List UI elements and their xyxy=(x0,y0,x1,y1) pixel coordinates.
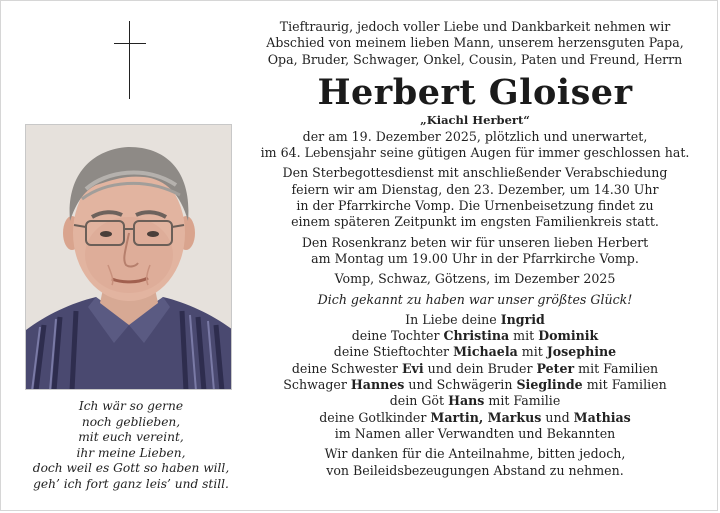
family-line: deine Stieftochter Michaela mit Josephine xyxy=(333,344,617,360)
place-date: Vomp, Schwaz, Götzens, im Dezember 2025 xyxy=(334,271,616,287)
family-list xyxy=(257,312,693,442)
motto: Dich gekannt zu haben war unser größtes Glück! xyxy=(317,291,633,307)
family-line: deine Tochter Christina mit Dominik xyxy=(351,328,599,344)
cross-icon xyxy=(114,21,146,99)
family-line: dein Göt Hans mit Familie xyxy=(389,393,561,409)
poem-line: Ich wär so gerne xyxy=(78,399,184,413)
family-line: In Liebe deine Ingrid xyxy=(405,311,545,327)
service-line: Den Sterbegottesdienst mit anschließender Verabschiedung xyxy=(282,165,668,181)
poem-line: doch weil es Gott so haben will, xyxy=(32,461,230,476)
service-line: in der Pfarrkirche Vomp. Die Urnenbeisetzung findet zu xyxy=(296,198,654,214)
portrait-photo xyxy=(25,124,232,390)
poem-line: geh’ ich fort ganz leis’ und still. xyxy=(33,476,229,491)
thanks-line: Wir danken für die Anteilnahme, bitten jedoch, xyxy=(324,446,626,462)
poem-line: ihr meine Lieben, xyxy=(76,445,186,460)
family-line: deine Gotlkinder Martin, Markus und Mathias xyxy=(319,409,631,425)
rosary-line: Den Rosenkranz beten wir für unseren lieben Herbert xyxy=(301,234,649,250)
poem-line: noch geblieben, xyxy=(81,414,181,429)
service-line: feiern wir am Dienstag, den 23. Dezember, um 14.30 Uhr xyxy=(291,181,659,197)
rosary-line: am Montag um 19.00 Uhr in der Pfarrkirche Vomp. xyxy=(311,250,639,266)
thanks-line: von Beileidsbezeugungen Abstand zu nehmen. xyxy=(326,462,624,478)
death-notice-line: im 64. Lebensjahr seine gütigen Augen für immer geschlossen hat. xyxy=(260,145,690,161)
intro-line: Opa, Bruder, Schwager, Onkel, Cousin, Paten und Freund, Herrn xyxy=(267,51,683,67)
deceased-name: Herbert Gloiser xyxy=(317,71,633,113)
family-line: Schwager Hannes und Schwägerin Sieglinde mit Familien xyxy=(283,377,667,393)
intro-line: Tieftraurig, jedoch voller Liebe und Dankbarkeit nehmen wir xyxy=(279,19,671,34)
obituary-text xyxy=(257,19,693,479)
family-line: im Namen aller Verwandten und Bekannten xyxy=(334,425,616,441)
nickname: „Kiachl Herbert“ xyxy=(420,112,530,127)
poem-line: mit euch vereint, xyxy=(78,430,184,445)
intro-line: Abschied von meinem lieben Mann, unserem herzensguten Papa, xyxy=(266,35,684,51)
service-line: einem späteren Zeitpunkt im engsten Familienkreis statt. xyxy=(291,214,659,230)
death-notice-line: der am 19. Dezember 2025, plötzlich und unerwartet, xyxy=(302,128,648,144)
family-line: deine Schwester Evi und dein Bruder Peter mit Familien xyxy=(291,360,659,376)
poem xyxy=(15,399,247,493)
